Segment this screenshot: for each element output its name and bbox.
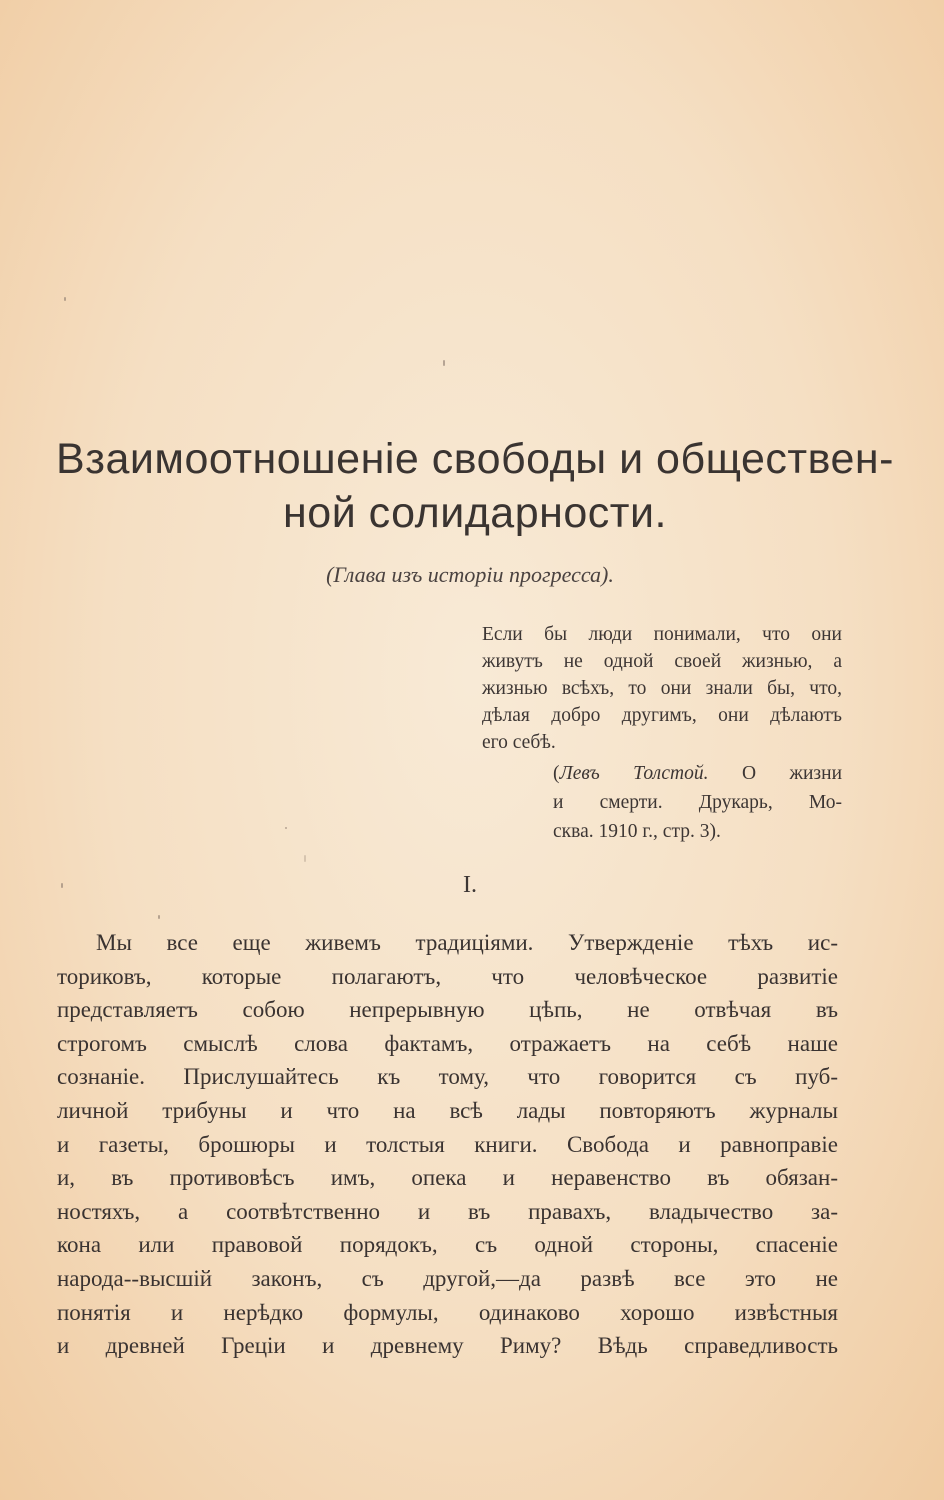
epigraph-quote: [482, 621, 842, 756]
chapter-title-line-1: Взаимоотношеніе свободы и обществен-: [56, 435, 894, 483]
paper-speck: [304, 855, 306, 862]
epigraph-line: жизнью всѣхъ, то они знали бы, что,: [482, 678, 842, 699]
body-line: строгомъ смыслѣ слова фактамъ, отражаетъ на себѣ наше: [57, 1030, 838, 1056]
epigraph-line: его себѣ.: [482, 732, 556, 753]
body-line: представляетъ собою непрерывную цѣпь, не отвѣчая въ: [57, 997, 838, 1023]
body-line: ностяхъ, а соотвѣтственно и въ правахъ, владычество за-: [57, 1198, 838, 1224]
epigraph-source-line: сква. 1910 г., стр. 3).: [553, 821, 721, 842]
epigraph-source-line: (Левъ Толстой. О жизни: [553, 763, 843, 784]
chapter-title-line-2: ной солидарности.: [283, 489, 667, 537]
epigraph-work-title: О жизни: [741, 763, 843, 784]
body-line: кона или правовой порядокъ, съ одной стороны, спасеніе: [57, 1232, 838, 1258]
body-line: личной трибуны и что на всѣ лады повторяютъ журналы: [57, 1097, 838, 1123]
body-line: и, въ противовѣсъ имъ, опека и неравенство въ обязан-: [57, 1165, 838, 1191]
body-paragraph: [57, 926, 838, 1363]
paper-speck: [443, 360, 445, 366]
chapter-subtitle: (Глава изъ исторіи прогресса).: [326, 562, 614, 587]
epigraph-author: Левъ Толстой.: [559, 763, 709, 784]
body-line: и газеты, брошюры и толстыя книги. Свобода и равноправіе: [57, 1131, 838, 1157]
paper-speck: [285, 827, 287, 829]
body-line: народа--высшій законъ, съ другой,—да развѣ все это не: [57, 1265, 838, 1291]
paper-speck: [158, 915, 160, 919]
epigraph-source: [553, 759, 842, 846]
epigraph-source-line: и смерти. Друкарь, Мо-: [553, 792, 842, 813]
epigraph-line: Если бы люди понимали, что они: [482, 624, 842, 645]
body-line: и древней Греціи и древнему Риму? Вѣдь справедливость: [57, 1333, 838, 1359]
epigraph-line: живутъ не одной своей жизнью, а: [482, 651, 842, 672]
body-line: ториковъ, которые полагаютъ, что человѣческое развитіе: [57, 963, 838, 989]
paper-speck: [61, 883, 63, 888]
paper-speck: [64, 297, 66, 301]
body-line: понятія и нерѣдко формулы, одинаково хорошо извѣстныя: [57, 1299, 838, 1325]
body-line: сознаніе. Прислушайтесь къ тому, что говорится съ пуб-: [57, 1064, 838, 1090]
epigraph-line: дѣлая добро другимъ, они дѣлаютъ: [482, 705, 842, 726]
section-number: I.: [463, 872, 477, 898]
body-line: Мы все еще живемъ традиціями. Утвержденіе тѣхъ ис-: [96, 930, 838, 955]
